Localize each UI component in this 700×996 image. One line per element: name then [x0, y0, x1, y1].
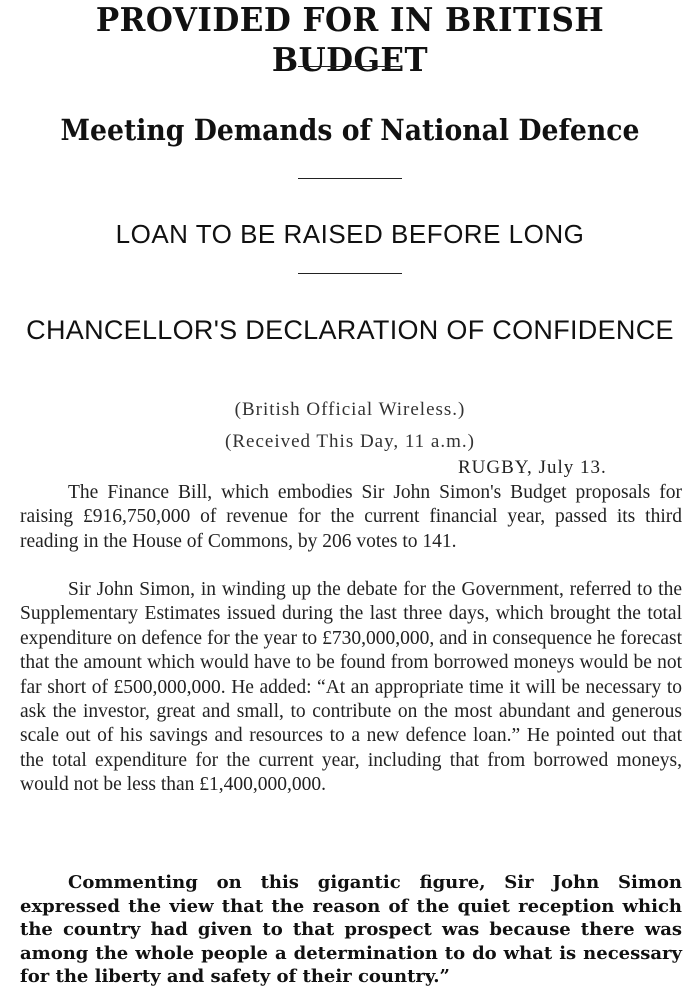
paragraph-2-text: Sir John Simon, in winding up the debate for the Government, referred to the Supplementary Estimates issued during the last three days, which brought the total expenditure on defence for the year to £730,000,000, and in consequence he forecast that the amount which would have to be found from borrowed moneys would be not far short of £500,000,000. He added: “At an appropriate time it will be necessary to ask the investor, great and small, to contribute on the most abundant and generous scale out of his savings and resources to a new defence loan.” He pointed out that the total expenditure for the current year, including that from borrowed moneys, would not be less than £1,400,000,000. [20, 579, 682, 796]
paragraph-2 [20, 578, 682, 798]
received-line: (Received This Day, 11 a.m.) [225, 431, 475, 452]
divider [298, 273, 402, 274]
dateline: RUGBY, July 13. [458, 457, 607, 478]
deck-headline: LOAN TO BE RAISED BEFORE LONG [115, 219, 585, 249]
paragraph-1-text: The Finance Bill, which embodies Sir John Simon's Budget proposals for raising £916,750,000 of revenue for the current financial year, passed its third reading in the House of Commons, by 206 votes to 141. [20, 482, 682, 552]
subheadline: Meeting Demands of National Defence [60, 113, 640, 147]
paragraph-3 [20, 871, 682, 989]
paragraph-3-text: Commenting on this gigantic figure, Sir John Simon expressed the view that the reason of the quiet reception which the country had given to that prospect was because there was among the whole people a determination to do what is necessary for the liberty and safety of their country.” [20, 872, 682, 987]
divider [298, 178, 402, 179]
divider [298, 66, 402, 67]
deck-headline-2: CHANCELLOR'S DECLARATION OF CONFIDENCE [26, 315, 674, 345]
source-line: (British Official Wireless.) [234, 399, 466, 420]
headline: PROVIDED FOR IN BRITISH BUDGET [95, 0, 605, 79]
paragraph-1 [20, 481, 682, 554]
